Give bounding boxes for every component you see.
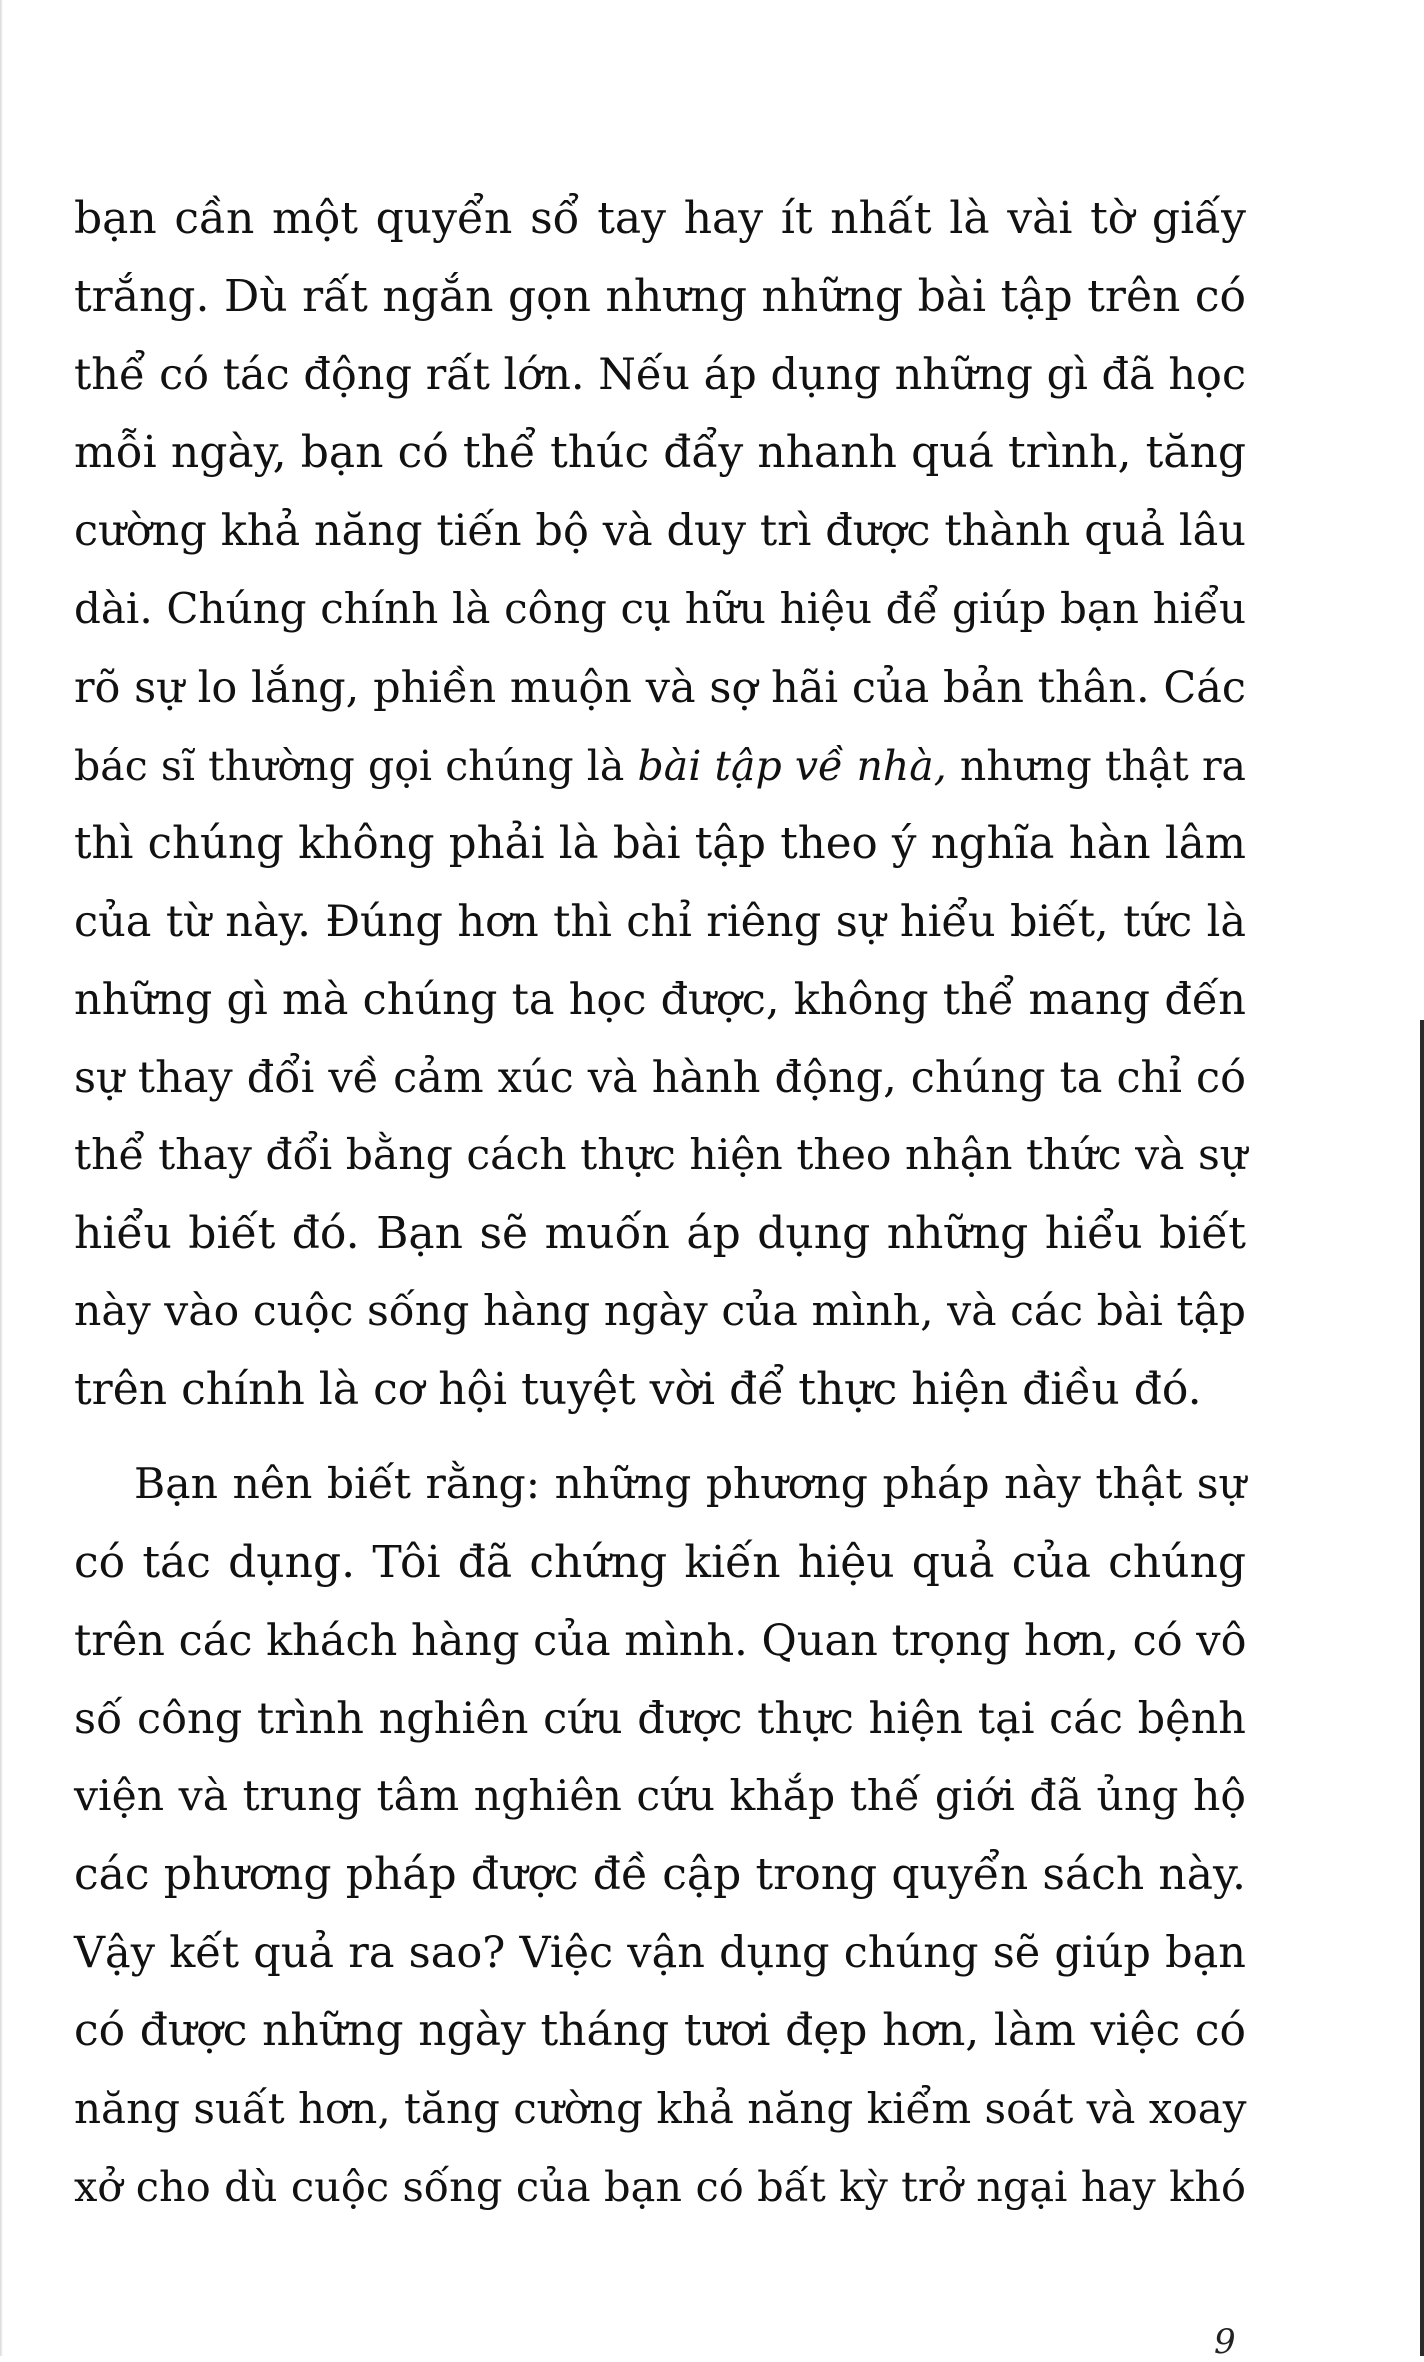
text-line-with-emphasis (74, 727, 1246, 805)
text-line: Bạn nên biết rằng: những phương pháp này thật sự (134, 1459, 1246, 1509)
text-line: hiểu biết đó. Bạn sẽ muốn áp dụng những hiểu biết (74, 1208, 1246, 1260)
paragraph-gap (74, 1430, 1246, 1446)
text-line: có được những ngày tháng tươi đẹp hơn, làm việc có (74, 2005, 1246, 2057)
body-text (74, 180, 1246, 2226)
text-line: trắng. Dù rất ngắn gọn nhưng những bài tập trên có (74, 271, 1246, 323)
text-line: rõ sự lo lắng, phiền muộn và sợ hãi của bản thân. Các (74, 662, 1246, 713)
text-line: trên chính là cơ hội tuyệt vời để thực hiện điều đó. (74, 1364, 1202, 1416)
text-line: dài. Chúng chính là công cụ hữu hiệu để giúp bạn hiểu (74, 584, 1246, 634)
text-line: sự thay đổi về cảm xúc và hành động, chúng ta chỉ có (74, 1053, 1246, 1104)
text-line: viện và trung tâm nghiên cứu khắp thế giới đã ủng hộ (74, 1771, 1246, 1821)
paragraph-2 (74, 1446, 1246, 2227)
text-line: Vậy kết quả ra sao? Việc vận dụng chúng sẽ giúp bạn (74, 1928, 1246, 1979)
text-line: có tác dụng. Tôi đã chứng kiến hiệu quả của chúng (74, 1536, 1246, 1588)
text-line: những gì mà chúng ta học được, không thể mang đến (74, 974, 1246, 1025)
text-segment: bác sĩ thường gọi chúng là (74, 741, 638, 790)
text-line: các phương pháp được đề cập trong quyển sách này. (74, 1848, 1246, 1900)
text-line: số công trình nghiên cứu được thực hiện tại các bệnh (74, 1693, 1246, 1744)
text-line: thể thay đổi bằng cách thực hiện theo nhận thức và sự (74, 1131, 1248, 1181)
text-segment: nhưng thật ra (946, 741, 1246, 790)
page-number: 9 (1214, 2322, 1236, 2362)
text-line: cường khả năng tiến bộ và duy trì được thành quả lâu (74, 506, 1246, 557)
page-edge-left (0, 0, 3, 2356)
page-edge-right (1420, 1020, 1424, 2356)
text-line: thì chúng không phải là bài tập theo ý nghĩa hàn lâm (74, 818, 1246, 869)
text-line: bạn cần một quyển sổ tay hay ít nhất là vài tờ giấy (74, 193, 1246, 244)
text-line: xở cho dù cuộc sống của bạn có bất kỳ trở ngại hay khó (74, 2162, 1246, 2212)
text-line: năng suất hơn, tăng cường khả năng kiểm soát và xoay (74, 2084, 1247, 2134)
text-line: này vào cuộc sống hàng ngày của mình, và các bài tập (74, 1287, 1246, 1337)
text-line: trên các khách hàng của mình. Quan trọng hơn, có vô (74, 1615, 1247, 1666)
text-line: của từ này. Đúng hơn thì chỉ riêng sự hiểu biết, tức là (74, 896, 1246, 947)
paragraph-1 (74, 180, 1246, 1430)
italic-term: bài tập về nhà, (637, 741, 947, 790)
text-line: mỗi ngày, bạn có thể thúc đẩy nhanh quá trình, tăng (74, 427, 1246, 479)
text-line: thể có tác động rất lớn. Nếu áp dụng những gì đã học (74, 350, 1247, 401)
